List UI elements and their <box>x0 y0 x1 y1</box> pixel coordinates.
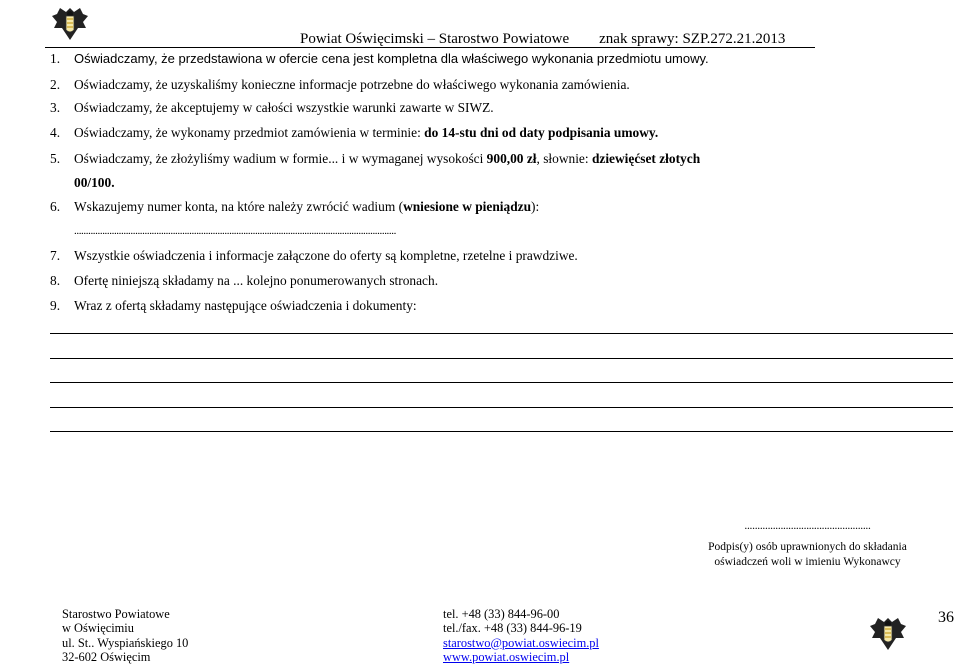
fill-line <box>50 333 953 334</box>
header-rule <box>45 47 815 48</box>
footer-fax: tel./fax. +48 (33) 844-96-19 <box>443 621 582 636</box>
item-number: 1. <box>50 51 61 66</box>
item-text: ): <box>531 199 540 214</box>
item-text: Oświadczamy, że uzyskaliśmy konieczne informacje potrzebne do właściwego wykonania zamówienia. <box>74 77 630 92</box>
footer-address-line: ul. St.. Wyspiańskiego 10 <box>62 635 189 650</box>
coat-of-arms-logo <box>50 4 90 44</box>
fill-line <box>50 407 953 408</box>
item-text: , słownie: <box>536 151 592 166</box>
page-number: 36 <box>938 609 954 626</box>
fill-line <box>50 358 953 359</box>
footer-website-link[interactable]: www.powiat.oswiecim.pl <box>443 649 570 664</box>
footer-address-line: 32-602 Oświęcim <box>62 649 151 664</box>
item-number: 2. <box>50 77 61 92</box>
account-dots-text: ......................................................................................................................................... <box>74 225 396 237</box>
footer-contact <box>443 607 599 664</box>
item-text: Oświadczamy, że akceptujemy w całości wszystkie warunki zawarte w SIWZ. <box>74 100 494 115</box>
footer-address <box>62 607 188 664</box>
footer-address-line: Starostwo Powiatowe <box>62 607 170 621</box>
signature-caption-1: Podpis(y) osób uprawnionych do składania <box>708 541 907 553</box>
footer-tel: tel. +48 (33) 844-96-00 <box>443 607 560 621</box>
fill-line <box>50 431 953 432</box>
item-text: Wszystkie oświadczenia i informacje załączone do oferty są kompletne, rzetelne i prawdziwe. <box>74 248 578 263</box>
item-text: Oświadczamy, że złożyliśmy wadium w formie <box>74 151 329 166</box>
amount-words-text: dziewięćset złotych <box>591 151 701 166</box>
item-text: Wraz z ofertą składamy następujące oświadczenia i dokumenty: <box>74 298 417 313</box>
item-number: 3. <box>50 100 61 115</box>
footer-address-line: w Oświęcimiu <box>62 621 134 636</box>
account-dots <box>74 222 396 240</box>
item-text: Oświadczamy, że wykonamy przedmiot zamówienia w terminie: <box>74 125 425 140</box>
signature-dots: ................................................. <box>744 520 871 532</box>
deadline-text: do 14-stu dni od daty podpisania umowy. <box>424 125 659 140</box>
item-text: Ofertę niniejszą składamy na ... kolejno ponumerowanych stronach. <box>74 273 439 288</box>
fill-line <box>50 382 953 383</box>
header-title: Powiat Oświęcimski – Starostwo Powiatowe znak sprawy: SZP.272.21.2013 <box>300 31 786 47</box>
item-number: 6. <box>50 199 61 214</box>
signature-block <box>690 519 925 570</box>
item-number: 7. <box>50 248 61 263</box>
item-text: Wskazujemy numer konta, na które należy zwrócić wadium ( <box>74 199 404 214</box>
deposit-type-text: wniesione w pieniądzu <box>403 199 532 214</box>
footer-email-link[interactable]: starostwo@powiat.oswiecim.pl <box>443 635 599 650</box>
item-number: 8. <box>50 273 61 288</box>
item-number: 4. <box>50 125 61 140</box>
list-item-continuation <box>74 174 115 192</box>
footer-coat-of-arms-logo <box>868 614 908 654</box>
item-text: Oświadczamy, że przedstawiona w ofercie cena jest kompletna dla właściwego wykonania przedmiotu umowy. <box>74 51 709 66</box>
amount-words-cont: 00/100. <box>74 175 115 190</box>
item-number: 9. <box>50 298 61 313</box>
item-number: 5. <box>50 151 61 166</box>
signature-caption-2: oświadczeń woli w imieniu Wykonawcy <box>714 556 901 568</box>
item-text: ... i w wymaganej wysokości <box>328 151 487 166</box>
amount-text: 900,00 zł <box>486 151 537 166</box>
